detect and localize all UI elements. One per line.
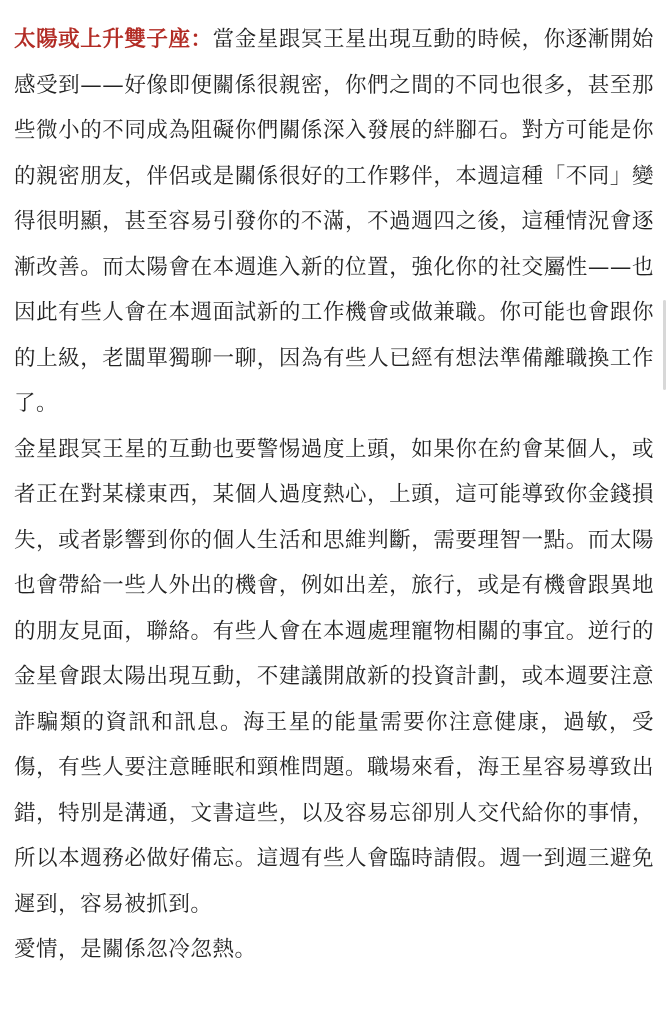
paragraph-intro xyxy=(14,17,654,427)
article-body xyxy=(14,17,654,973)
paragraph-3: 愛情，是關係忽冷忽熱。 xyxy=(14,937,257,962)
paragraph-1-text: 當金星跟冥王星出現互動的時候，你逐漸開始感受到——好像即便關係很親密，你們之間的不同也很多，甚至那些微小的不同成為阻礙你們關係深入發展的絆腳石。對方可能是你的親密朋友，伴侶或是關係很好的工作夥伴，本週這種「不同」變得很明顯，甚至容易引發你的不滿，不過週四之後，這種情況會逐漸改善。而太陽會在本週進入新的位置，強化你的社交屬性——也因此有些人會在本週面試新的工作機會或做兼職。你可能也會跟你的上級，老闆單獨聊一聊，因為有些人已經有想法準備離職換工作了。 xyxy=(14,27,654,416)
sign-heading: 太陽或上升雙子座： xyxy=(14,27,213,52)
paragraph-2: 金星跟冥王星的互動也要警惕過度上頭，如果你在約會某個人，或者正在對某樣東西，某個人過度熱心，上頭，這可能導致你金錢損失，或者影響到你的個人生活和思維判斷，需要理智一點。而太陽也會帶給一些人外出的機會，例如出差，旅行，或是有機會跟異地的朋友見面，聯絡。有些人會在本週處理寵物相關的事宜。逆行的金星會跟太陽出現互動，不建議開啟新的投資計劃，或本週要注意詐騙類的資訊和訊息。海王星的能量需要你注意健康，過敏，受傷，有些人要注意睡眠和頸椎問題。職場來看，海王星容易導致出錯，特別是溝通，文書這些，以及容易忘卻別人交代給你的事情，所以本週務必做好備忘。這週有些人會臨時請假。週一到週三避免遲到，容易被抓到。 xyxy=(14,436,654,917)
scrollbar-thumb[interactable] xyxy=(663,300,666,390)
